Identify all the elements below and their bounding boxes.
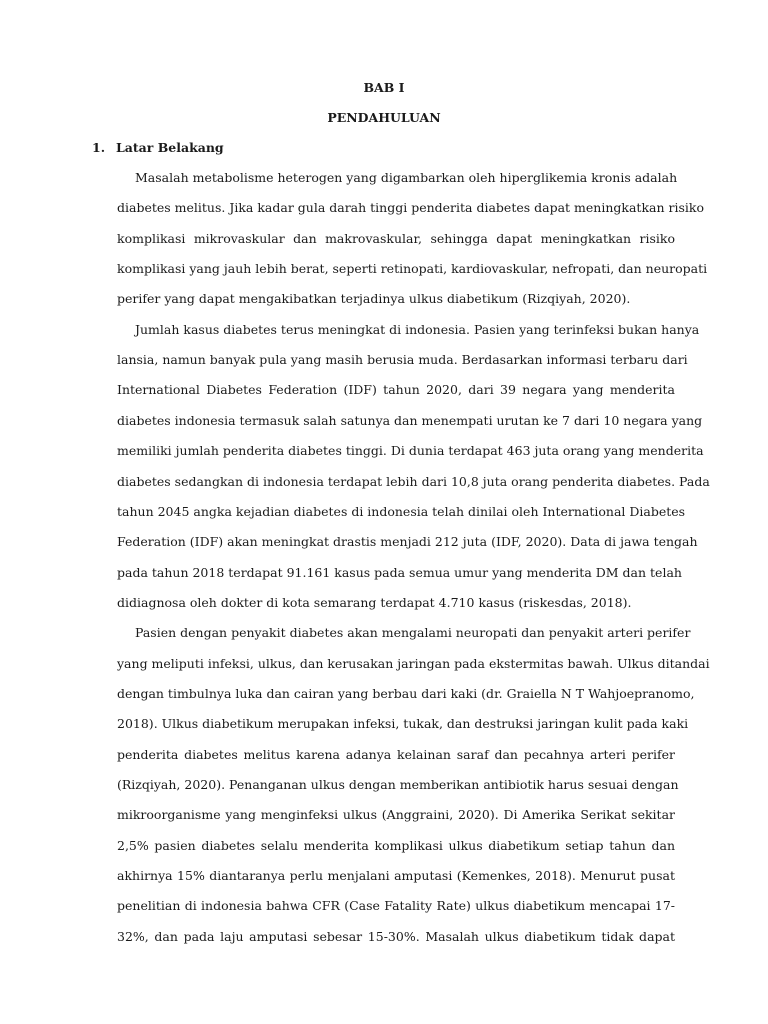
chapter-title: PENDAHULUAN bbox=[327, 110, 441, 125]
text-line: 2,5% pasien diabetes selalu menderita komplikasi ulkus diabetikum setiap tahun dan bbox=[117, 837, 675, 853]
text-line: Jumlah kasus diabetes terus meningkat di indonesia. Pasien yang terinfeksi bukan hanya bbox=[135, 321, 700, 337]
text-line: tahun 2045 angka kejadian diabetes di indonesia telah dinilai oleh International Diabetes bbox=[117, 503, 686, 519]
text-line: penelitian di indonesia bahwa CFR (Case Fatality Rate) ulkus diabetikum mencapai 17- bbox=[117, 898, 675, 914]
text-line: 32%, dan pada laju amputasi sebesar 15-30%. Masalah ulkus diabetikum tidak dapat bbox=[117, 928, 675, 944]
text-line: mikroorganisme yang menginfeksi ulkus (Anggraini, 2020). Di Amerika Serikat sekitar bbox=[117, 807, 675, 823]
text-line: (Rizqiyah, 2020). Penanganan ulkus dengan memberikan antibiotik harus sesuai dengan bbox=[117, 777, 679, 792]
text-line: lansia, namun banyak pula yang masih berusia muda. Berdasarkan informasi terbaru dari bbox=[117, 352, 688, 368]
text-line: pada tahun 2018 terdapat 91.161 kasus pada semua umur yang menderita DM dan telah bbox=[117, 564, 682, 580]
text-line: yang meliputi infeksi, ulkus, dan kerusakan jaringan pada ekstermitas bawah. Ulkus ditandai bbox=[117, 655, 710, 671]
text-line: komplikasi yang jauh lebih berat, seperti retinopati, kardiovaskular, nefropati, dan neuropati bbox=[117, 261, 708, 277]
text-line: akhirnya 15% diantaranya perlu menjalani amputasi (Kemenkes, 2018). Menurut pusat bbox=[117, 868, 675, 884]
text-line: diabetes sedangkan di indonesia terdapat lebih dari 10,8 juta orang penderita diabetes. Pada bbox=[117, 473, 710, 489]
text-line: komplikasi mikrovaskular dan makrovaskular, sehingga dapat meningkatkan risiko bbox=[117, 230, 675, 246]
section-title: Latar Belakang bbox=[116, 140, 224, 155]
text-line: Federation (IDF) akan meningkat drastis menjadi 212 juta (IDF, 2020). Data di jawa tengah bbox=[117, 534, 698, 550]
text-line: diabetes indonesia termasuk salah satunya dan menempati urutan ke 7 dari 10 negara yang bbox=[117, 412, 703, 428]
text-line: International Diabetes Federation (IDF) tahun 2020, dari 39 negara yang menderita bbox=[117, 382, 675, 398]
text-line: 2018). Ulkus diabetikum merupakan infeksi, tukak, dan destruksi jaringan kulit pada kaki bbox=[117, 716, 689, 732]
text-line: penderita diabetes melitus karena adanya kelainan saraf dan pecahnya arteri perifer bbox=[117, 746, 675, 762]
section-heading bbox=[92, 140, 224, 155]
text-line: Masalah metabolisme heterogen yang digambarkan oleh hiperglikemia kronis adalah bbox=[135, 170, 678, 185]
text-line: Pasien dengan penyakit diabetes akan mengalami neuropati dan penyakit arteri perifer bbox=[135, 625, 691, 641]
section-number: 1. bbox=[92, 140, 106, 155]
text-line: perifer yang dapat mengakibatkan terjadinya ulkus diabetikum (Rizqiyah, 2020). bbox=[117, 291, 631, 307]
text-line: didiagnosa oleh dokter di kota semarang terdapat 4.710 kasus (riskesdas, 2018). bbox=[117, 594, 632, 610]
text-line: diabetes melitus. Jika kadar gula darah tinggi penderita diabetes dapat meningkatkan risiko bbox=[117, 200, 704, 216]
text-line: dengan timbulnya luka dan cairan yang berbau dari kaki (dr. Graiella N T Wahjoepranomo, bbox=[117, 685, 695, 701]
chapter-label: BAB I bbox=[363, 80, 405, 95]
text-line: memiliki jumlah penderita diabetes tinggi. Di dunia terdapat 463 juta orang yang menderita bbox=[117, 443, 704, 459]
